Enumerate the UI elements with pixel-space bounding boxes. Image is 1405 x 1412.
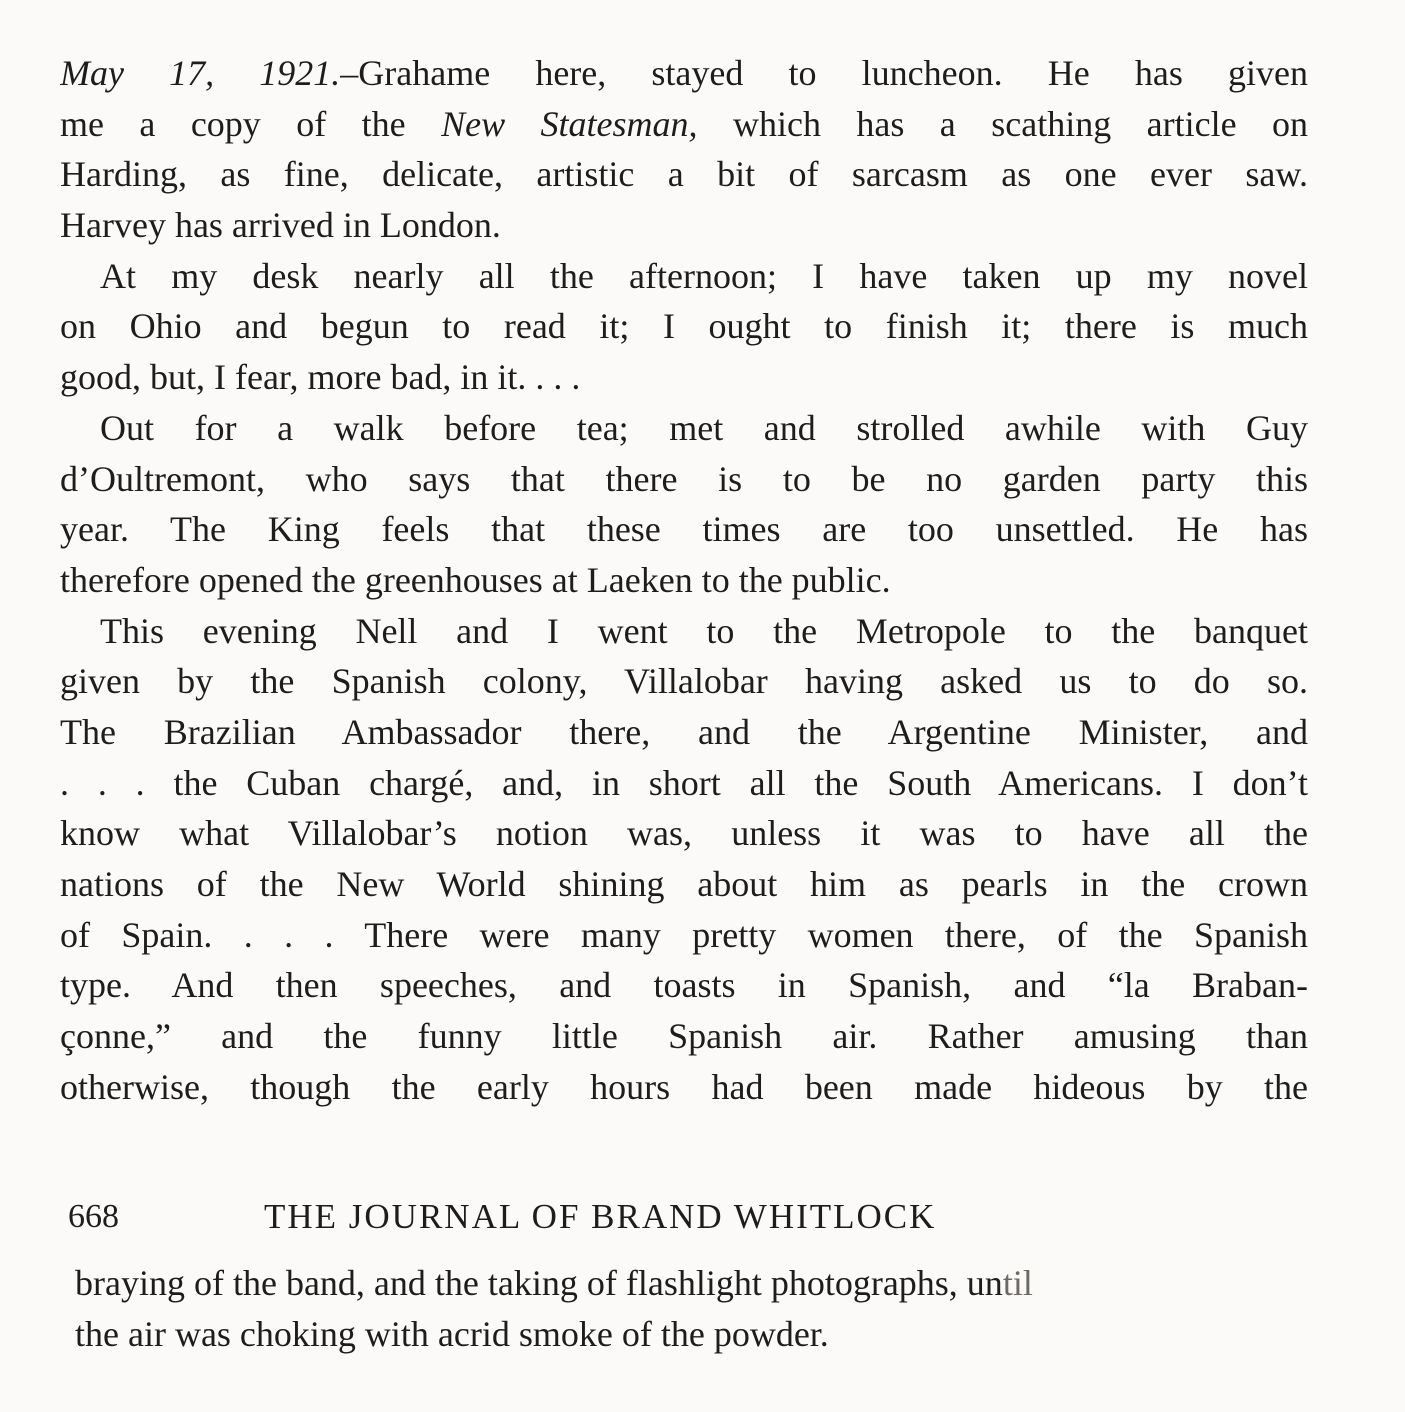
entry-text: which has a scathing article on xyxy=(697,103,1308,144)
entry-line-21: otherwise, though the early hours had been made hideous by the xyxy=(60,1066,1308,1107)
entry-line-15: . . . the Cuban chargé, and, in short all the South Americans. I don’t xyxy=(60,762,1308,803)
running-header xyxy=(68,1190,1308,1244)
entry-line-9: d’Oultremont, who says that there is to be no garden party this xyxy=(60,458,1308,499)
entry-line-7: good, but, I fear, more bad, in it. . . . xyxy=(60,357,581,398)
entry-line-5: At my desk nearly all the afternoon; I have taken up my novel xyxy=(100,255,1308,296)
entry-line-1 xyxy=(60,48,1308,99)
entry-line-12: This evening Nell and I went to the Metropole to the banquet xyxy=(100,610,1308,651)
entry-line-6: on Ohio and begun to read it; I ought to finish it; there is much xyxy=(60,306,1308,347)
continuation-text-main: braying of the band, and the taking of flashlight photographs, un xyxy=(75,1263,1003,1303)
journal-entry xyxy=(60,48,1308,1112)
continuation-text-faint: til xyxy=(1002,1263,1033,1303)
entry-text: me a copy of the xyxy=(60,103,442,144)
entry-text: –Grahame here, stayed to luncheon. He has given xyxy=(340,53,1308,93)
continuation-line-1 xyxy=(75,1258,1325,1309)
entry-line-3: Harding, as fine, delicate, artistic a bit of sarcasm as one ever saw. xyxy=(60,154,1308,195)
entry-line-16: know what Villalobar’s notion was, unless it was to have all the xyxy=(60,813,1308,854)
entry-line-2 xyxy=(60,99,1308,150)
running-title: THE JOURNAL OF BRAND WHITLOCK xyxy=(264,1197,937,1236)
entry-line-11: therefore opened the greenhouses at Laeken to the public. xyxy=(60,559,891,600)
entry-line-13: given by the Spanish colony, Villalobar having asked us to do so. xyxy=(60,661,1308,702)
entry-line-17: nations of the New World shining about him as pearls in the crown xyxy=(60,864,1308,904)
continuation-text xyxy=(75,1258,1325,1360)
entry-line-18: of Spain. . . . There were many pretty women there, of the Spanish xyxy=(60,914,1308,955)
entry-date: May 17, 1921. xyxy=(60,53,341,93)
entry-line-20: çonne,” and the funny little Spanish air. Rather amusing than xyxy=(60,1016,1308,1057)
entry-line-4: Harvey has arrived in London. xyxy=(60,205,501,246)
entry-line-19: type. And then speeches, and toasts in Spanish, and “la Braban- xyxy=(60,965,1308,1006)
entry-line-14: The Brazilian Ambassador there, and the Argentine Minister, and xyxy=(60,711,1308,752)
continuation-line-2: the air was choking with acrid smoke of the powder. xyxy=(75,1314,829,1354)
publication-name: New Statesman, xyxy=(441,103,698,144)
page-number: 668 xyxy=(68,1198,119,1235)
entry-line-8: Out for a walk before tea; met and strolled awhile with Guy xyxy=(100,407,1308,448)
entry-line-10: year. The King feels that these times are too unsettled. He has xyxy=(60,509,1308,550)
